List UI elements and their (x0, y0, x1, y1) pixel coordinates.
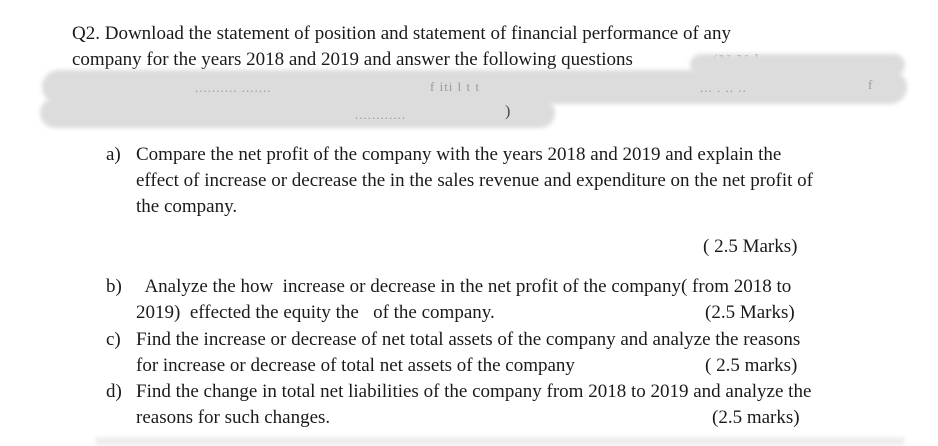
redaction-fragment: .......... ....... (195, 80, 272, 95)
item-a-line-2: effect of increase or decrease the in the sales revenue and expenditure on the net profit of (136, 170, 814, 191)
item-d-label: d) (106, 381, 122, 402)
item-a-line-1: Compare the net profit of the company with the years 2018 and 2019 and explain the (136, 144, 782, 165)
redaction-smear-3 (40, 98, 555, 128)
redaction-fragment: ... . .. .. (700, 80, 747, 95)
item-d-line-2: reasons for such changes. (136, 407, 331, 428)
item-a-line-3: the company. (136, 196, 238, 217)
item-b-line-2: 2019) effected the equity the of the company. (136, 302, 495, 323)
item-c-label: c) (106, 329, 121, 350)
redaction-fragment: f iti l t t (430, 79, 480, 94)
item-a-label: a) (106, 144, 121, 165)
redaction-fragment: ............ (355, 107, 406, 122)
item-d-marks: (2.5 marks) (712, 407, 800, 428)
redaction-fragment: ) (505, 103, 512, 120)
item-b-label: b) (106, 276, 122, 297)
redaction-fragment: f (868, 77, 874, 92)
item-d-line-1: Find the change in total net liabilities of the company from 2018 to 2019 and analyze the (136, 381, 812, 402)
item-c-line-1: Find the increase or decrease of net total assets of the company and analyze the reasons (136, 329, 801, 350)
item-c-line-2: for increase or decrease of total net assets of the company (136, 355, 575, 376)
item-c-marks: ( 2.5 marks) (705, 355, 798, 376)
question-line-2: company for the years 2018 and 2019 and answer the following questions (72, 49, 633, 70)
item-a-marks: ( 2.5 Marks) (703, 236, 798, 257)
cropped-text-edge (95, 437, 905, 446)
item-b-marks: (2.5 Marks) (705, 302, 795, 323)
item-b-line-1: Analyze the how increase or decrease in the net profit of the company( from 2018 to (136, 276, 792, 297)
question-line-1: Q2. Download the statement of position and statement of financial performance of any (72, 23, 731, 44)
